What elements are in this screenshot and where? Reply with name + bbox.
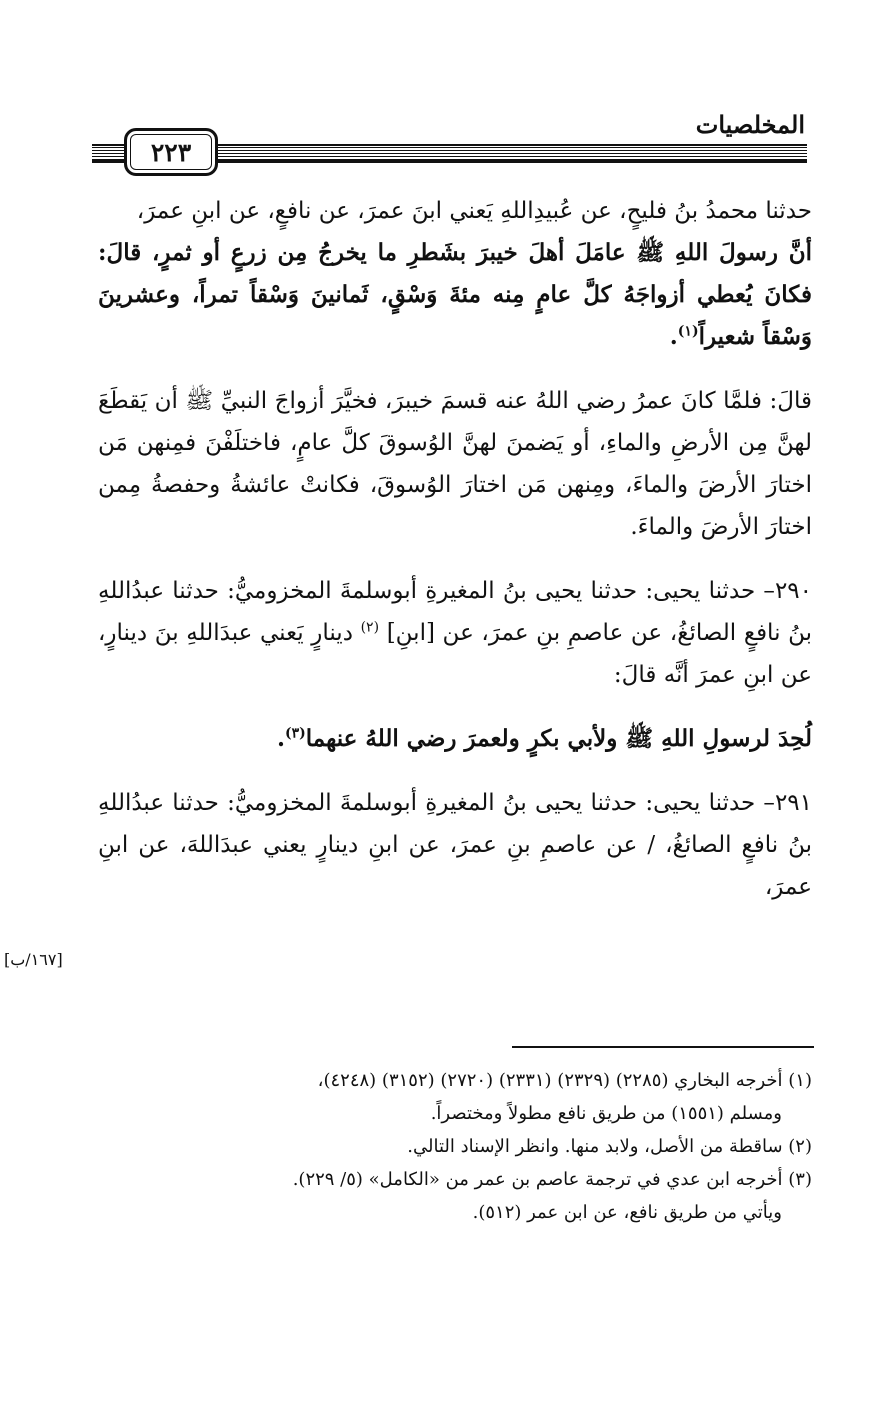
footnote-1-line-2: ومسلم (١٥٥١) من طريق نافع مطولاً ومختصراً.: [430, 1103, 782, 1124]
page-number: ٢٢٣: [150, 137, 192, 167]
paragraph-4-rest: دينارٍ يَعني عبدَاللهِ بنَ دينارٍ، عن ابنِ عمرَ أنَّه قالَ:: [98, 620, 812, 688]
footnote-marker-1: (١): [677, 323, 699, 340]
footnotes: [98, 1064, 812, 1229]
footnote-2: (٢) ساقطة من الأصل، ولابد منها. وانظر الإسناد التالي.: [407, 1136, 812, 1157]
main-text: [98, 190, 812, 908]
paragraph-2-text: أنَّ رسولَ اللهِ ﷺ عامَلَ أهلَ خيبرَ بشَطرِ ما يخرجُ مِن زرعٍ أو ثمرٍ، قالَ: فكانَ يُعطي أزواجَهُ كلَّ عامٍ مِنه مئةَ وَسْقٍ، ثَمانينَ وَسْقاً تمراً، وعشرينَ وَسْقاً شعيراً: [98, 239, 812, 350]
manuscript-folio-ref: [١٦٧/ب]: [4, 950, 63, 969]
paragraph-4-text: ٢٩٠– حدثنا يحيى: حدثنا يحيى بنُ المغيرةِ أبوسلمةَ المخزوميُّ: حدثنا عبدُاللهِ بنُ نافعٍ الصائغُ، عن عاصمِ بنِ عمرَ، عن [ابنِ]: [98, 578, 813, 646]
footnote-marker-3: (٣): [285, 725, 306, 742]
footnote-1-line-1: (١) أخرجه البخاري (٢٢٨٥) (٢٣٢٩) (٢٣٣١) (٢٧٢٠) (٣١٥٢) (٤٢٤٨)،: [317, 1070, 812, 1091]
book-title: المخلصيات: [695, 110, 805, 139]
paragraph-5-end: .: [277, 725, 286, 752]
paragraph-6: ٢٩١– حدثنا يحيى: حدثنا يحيى بنُ المغيرةِ أبوسلمةَ المخزوميُّ: حدثنا عبدُاللهِ بنُ نافعٍ الصائغُ، / عن عاصمِ بنِ عمرَ، عن ابنِ دينارٍ يعني عبدَاللهَ، عن ابنِ عمرَ،: [98, 790, 812, 900]
footnote-marker-2: (٢): [360, 619, 380, 636]
paragraph-3: قالَ: فلمَّا كانَ عمرُ رضي اللهُ عنه قسمَ خيبرَ، فخيَّرَ أزواجَ النبيِّ ﷺ أن يَقطَعَ لهنَّ مِن الأرضِ والماءِ، أو يَضمنَ لهنَّ الوُسوقَ كلَّ عامٍ، فاختلَفْنَ فمِنهن مَن اختارَ الأرضَ والماءَ، ومِنهن مَن اختارَ الوُسوقَ، فكانتْ عائشةُ وحفصةُ مِمن اختارَ الأرضَ والماءَ.: [98, 388, 812, 540]
page-header: [92, 110, 807, 182]
paragraph-4: [98, 570, 812, 696]
paragraph-2-end: .: [669, 323, 678, 350]
paragraph-5: [98, 718, 812, 760]
paragraph-1: حدثنا محمدُ بنُ فليحٍ، عن عُبيدِاللهِ يَعني ابنَ عمرَ، عن نافعٍ، عن ابنِ عمرَ،: [136, 198, 812, 224]
footnote-3-line-1: (٣) أخرجه ابن عدي في ترجمة عاصم بن عمر من «الكامل» (٥/ ٢٢٩).: [292, 1169, 812, 1190]
footnote-separator: [512, 1046, 814, 1048]
footnote-3-line-2: ويأتي من طريق نافع، عن ابن عمر (٥١٢).: [472, 1202, 782, 1223]
paragraph-2: [98, 232, 812, 358]
paragraph-5-text: لُحِدَ لرسولِ اللهِ ﷺ ولأبي بكرٍ ولعمرَ رضي اللهُ عنهما: [305, 725, 812, 752]
page-number-box: [124, 128, 218, 176]
